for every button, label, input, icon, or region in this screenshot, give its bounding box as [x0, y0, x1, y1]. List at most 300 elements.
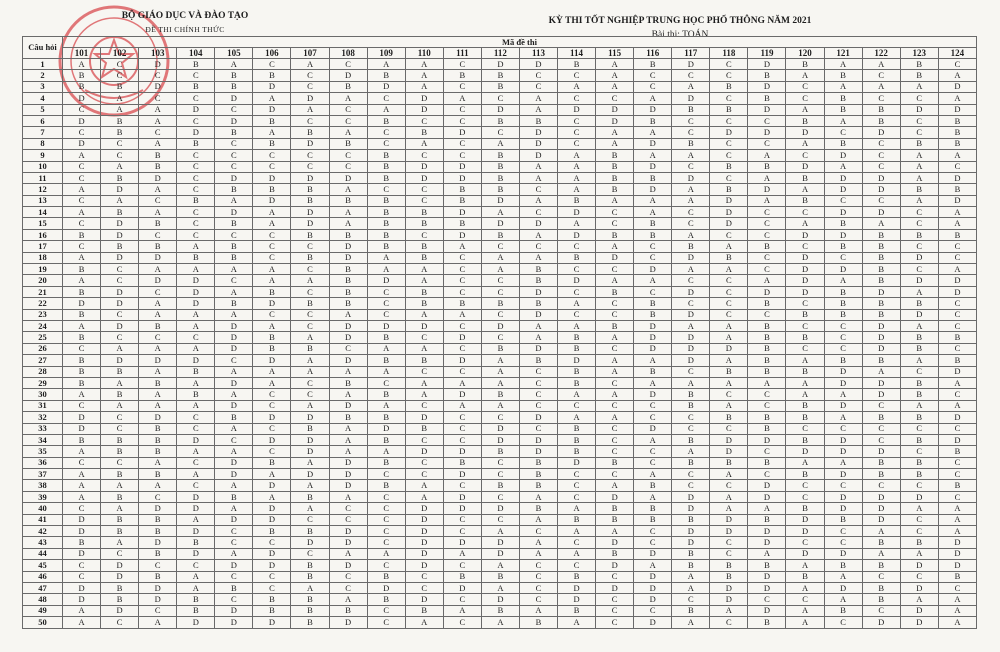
answer-cell: A	[519, 548, 557, 559]
answer-cell: C	[177, 457, 215, 468]
answer-cell: A	[215, 195, 253, 206]
answer-cell: A	[672, 150, 710, 161]
question-number: 6	[23, 115, 63, 126]
answer-cell: B	[938, 229, 976, 240]
answer-cell: B	[634, 218, 672, 229]
answer-cell: B	[710, 161, 748, 172]
answer-cell: A	[215, 423, 253, 434]
answer-cell: B	[862, 355, 900, 366]
answer-cell: D	[253, 355, 291, 366]
answer-cell: B	[558, 377, 596, 388]
answer-cell: B	[253, 184, 291, 195]
answer-cell: A	[177, 582, 215, 593]
table-row	[23, 355, 977, 366]
question-number: 43	[23, 537, 63, 548]
answer-cell: B	[481, 229, 519, 240]
answer-cell: A	[329, 434, 367, 445]
answer-cell: A	[101, 93, 139, 104]
answer-cell: C	[481, 241, 519, 252]
answer-cell: C	[139, 70, 177, 81]
answer-cell: A	[367, 264, 405, 275]
answer-cell: A	[405, 617, 443, 628]
answer-cell: B	[710, 184, 748, 195]
answer-cell: B	[481, 389, 519, 400]
answer-cell: D	[329, 172, 367, 183]
answer-cell: A	[710, 503, 748, 514]
table-row	[23, 377, 977, 388]
answer-cell: D	[862, 343, 900, 354]
answer-cell: A	[253, 264, 291, 275]
table-row	[23, 332, 977, 343]
answer-cell: B	[177, 81, 215, 92]
answer-cell: A	[481, 526, 519, 537]
answer-cell: D	[405, 548, 443, 559]
answer-cell: D	[786, 514, 824, 525]
answer-cell: B	[634, 172, 672, 183]
answer-cell: C	[710, 93, 748, 104]
table-row	[23, 617, 977, 628]
answer-cell: C	[405, 400, 443, 411]
answer-cell: C	[558, 93, 596, 104]
answer-cell: B	[786, 434, 824, 445]
answer-cell: B	[748, 241, 786, 252]
answer-cell: A	[101, 161, 139, 172]
answer-cell: C	[101, 309, 139, 320]
answer-cell: C	[405, 229, 443, 240]
answer-cell: D	[63, 423, 101, 434]
answer-cell: B	[900, 469, 938, 480]
answer-cell: B	[367, 195, 405, 206]
answer-cell: A	[405, 70, 443, 81]
answer-cell: D	[710, 127, 748, 138]
answer-cell: A	[139, 389, 177, 400]
answer-cell: D	[367, 582, 405, 593]
answer-cell: B	[748, 412, 786, 423]
answer-cell: A	[900, 161, 938, 172]
answer-cell: D	[786, 446, 824, 457]
answer-cell: B	[786, 115, 824, 126]
answer-cell: C	[634, 252, 672, 263]
answer-cell: A	[786, 605, 824, 616]
answer-cell: C	[596, 571, 634, 582]
answer-cell: B	[710, 81, 748, 92]
table-row	[23, 207, 977, 218]
answer-cell: C	[596, 207, 634, 218]
answer-cell: C	[900, 446, 938, 457]
answer-cell: B	[101, 526, 139, 537]
answer-cell: D	[672, 286, 710, 297]
answer-cell: B	[367, 241, 405, 252]
answer-cell: B	[748, 366, 786, 377]
answer-cell: B	[748, 298, 786, 309]
question-number: 45	[23, 560, 63, 571]
exam-code-120: 120	[786, 48, 824, 59]
answer-cell: C	[443, 150, 481, 161]
answer-cell: D	[139, 537, 177, 548]
question-number: 16	[23, 229, 63, 240]
answer-cell: D	[519, 446, 557, 457]
answer-cell: D	[291, 93, 329, 104]
answer-cell: D	[634, 343, 672, 354]
answer-cell: A	[139, 343, 177, 354]
answer-cell: C	[405, 184, 443, 195]
answer-cell: B	[291, 343, 329, 354]
answer-cell: D	[634, 389, 672, 400]
exam-code-106: 106	[253, 48, 291, 59]
answer-cell: B	[63, 81, 101, 92]
answer-cell: A	[519, 161, 557, 172]
answer-cell: D	[938, 548, 976, 559]
answer-cell: D	[824, 434, 862, 445]
answer-cell: C	[215, 537, 253, 548]
exam-code-110: 110	[405, 48, 443, 59]
answer-cell: B	[215, 412, 253, 423]
answer-cell: C	[596, 264, 634, 275]
answer-cell: D	[938, 412, 976, 423]
table-row	[23, 537, 977, 548]
exam-code-header: Mã đề thi	[63, 37, 977, 48]
answer-cell: A	[596, 389, 634, 400]
question-number: 26	[23, 343, 63, 354]
answer-cell: B	[443, 195, 481, 206]
answer-cell: A	[405, 343, 443, 354]
answer-cell: D	[291, 537, 329, 548]
answer-cell: B	[215, 127, 253, 138]
answer-cell: D	[672, 59, 710, 70]
answer-cell: B	[672, 400, 710, 411]
answer-cell: C	[177, 161, 215, 172]
answer-cell: C	[481, 514, 519, 525]
answer-cell: B	[291, 127, 329, 138]
answer-cell: C	[634, 241, 672, 252]
answer-cell: D	[748, 526, 786, 537]
answer-cell: A	[558, 81, 596, 92]
answer-cell: A	[177, 469, 215, 480]
answer-cell: D	[177, 548, 215, 559]
answer-cell: D	[824, 366, 862, 377]
answer-cell: A	[596, 480, 634, 491]
answer-cell: C	[786, 241, 824, 252]
answer-cell: B	[938, 355, 976, 366]
answer-cell: D	[672, 309, 710, 320]
answer-cell: D	[900, 617, 938, 628]
answer-cell: A	[177, 241, 215, 252]
answer-cell: B	[900, 434, 938, 445]
answer-cell: C	[558, 469, 596, 480]
answer-cell: C	[710, 423, 748, 434]
answer-cell: B	[367, 207, 405, 218]
answer-cell: B	[900, 70, 938, 81]
answer-cell: B	[786, 366, 824, 377]
answer-cell: A	[481, 582, 519, 593]
answer-cell: B	[367, 457, 405, 468]
answer-cell: B	[862, 252, 900, 263]
answer-cell: D	[634, 332, 672, 343]
answer-cell: C	[139, 491, 177, 502]
answer-cell: D	[786, 526, 824, 537]
answer-cell: C	[215, 104, 253, 115]
answer-cell: A	[900, 150, 938, 161]
answer-cell: C	[405, 469, 443, 480]
answer-cell: B	[139, 514, 177, 525]
answer-cell: A	[481, 138, 519, 149]
answer-cell: C	[291, 264, 329, 275]
answer-cell: C	[253, 537, 291, 548]
question-number: 49	[23, 605, 63, 616]
answer-cell: A	[63, 389, 101, 400]
answer-cell: D	[215, 343, 253, 354]
answer-cell: A	[519, 332, 557, 343]
answer-cell: D	[596, 252, 634, 263]
answer-cell: C	[862, 195, 900, 206]
answer-cell: A	[139, 617, 177, 628]
answer-cell: D	[177, 491, 215, 502]
answer-cell: D	[177, 127, 215, 138]
answer-cell: C	[634, 537, 672, 548]
answer-cell: B	[291, 184, 329, 195]
answer-cell: A	[824, 594, 862, 605]
exam-code-112: 112	[481, 48, 519, 59]
answer-cell: D	[862, 320, 900, 331]
answer-cell: C	[596, 343, 634, 354]
answer-cell: C	[139, 229, 177, 240]
answer-cell: B	[824, 355, 862, 366]
answer-cell: A	[253, 366, 291, 377]
answer-cell: A	[558, 150, 596, 161]
answer-cell: B	[786, 195, 824, 206]
answer-cell: C	[443, 526, 481, 537]
answer-cell: B	[900, 138, 938, 149]
answer-cell: D	[139, 81, 177, 92]
answer-cell: C	[329, 514, 367, 525]
answer-cell: A	[824, 161, 862, 172]
answer-cell: D	[862, 503, 900, 514]
answer-cell: C	[481, 332, 519, 343]
answer-cell: D	[215, 605, 253, 616]
answer-cell: B	[481, 150, 519, 161]
answer-cell: D	[786, 229, 824, 240]
answer-cell: A	[481, 252, 519, 263]
answer-cell: A	[672, 571, 710, 582]
answer-cell: D	[101, 218, 139, 229]
answer-cell: D	[139, 503, 177, 514]
answer-cell: D	[481, 59, 519, 70]
answer-cell: D	[862, 377, 900, 388]
answer-cell: B	[862, 560, 900, 571]
answer-cell: B	[862, 241, 900, 252]
answer-cell: C	[824, 480, 862, 491]
answer-cell: C	[710, 70, 748, 81]
answer-cell: C	[634, 81, 672, 92]
answer-cell: C	[367, 309, 405, 320]
answer-cell: B	[253, 115, 291, 126]
answer-cell: A	[215, 446, 253, 457]
answer-cell: D	[786, 127, 824, 138]
answer-cell: D	[405, 514, 443, 525]
answer-cell: D	[862, 286, 900, 297]
table-header-row	[23, 37, 977, 48]
answer-cell: B	[596, 320, 634, 331]
answer-cell: C	[405, 150, 443, 161]
answer-cell: C	[748, 446, 786, 457]
answer-cell: C	[862, 571, 900, 582]
answer-cell: A	[519, 195, 557, 206]
answer-cell: A	[177, 309, 215, 320]
answer-cell: C	[824, 332, 862, 343]
answer-cell: D	[63, 548, 101, 559]
answer-cell: A	[177, 320, 215, 331]
answer-cell: D	[177, 275, 215, 286]
answer-cell: C	[938, 469, 976, 480]
answer-cell: C	[443, 514, 481, 525]
answer-cell: D	[596, 582, 634, 593]
answer-cell: C	[215, 434, 253, 445]
answer-cell: A	[748, 150, 786, 161]
answer-cell: D	[329, 332, 367, 343]
answer-cell: B	[253, 457, 291, 468]
answer-cell: C	[938, 343, 976, 354]
question-number: 8	[23, 138, 63, 149]
answer-cell: B	[177, 59, 215, 70]
answer-cell: C	[291, 514, 329, 525]
answer-cell: D	[710, 218, 748, 229]
answer-cell: C	[900, 241, 938, 252]
answer-cell: A	[481, 617, 519, 628]
answer-cell: C	[672, 480, 710, 491]
answer-cell: B	[481, 480, 519, 491]
answer-cell: B	[291, 491, 329, 502]
answer-cell: A	[329, 594, 367, 605]
answer-cell: C	[634, 457, 672, 468]
answer-cell: A	[748, 195, 786, 206]
answer-cell: A	[63, 252, 101, 263]
answer-cell: B	[786, 503, 824, 514]
question-number: 33	[23, 423, 63, 434]
answer-cell: B	[824, 93, 862, 104]
answer-cell: A	[139, 207, 177, 218]
answer-cell: C	[900, 93, 938, 104]
answer-cell: A	[938, 207, 976, 218]
answer-cell: B	[101, 366, 139, 377]
answer-cell: B	[405, 241, 443, 252]
answer-cell: A	[596, 81, 634, 92]
table-row	[23, 446, 977, 457]
table-row	[23, 434, 977, 445]
answer-cell: B	[558, 514, 596, 525]
answer-cell: D	[938, 286, 976, 297]
answer-cell: A	[748, 275, 786, 286]
table-row	[23, 138, 977, 149]
answer-cell: A	[596, 70, 634, 81]
answer-cell: C	[900, 115, 938, 126]
answer-cell: B	[367, 218, 405, 229]
answer-cell: D	[177, 298, 215, 309]
answer-cell: C	[291, 115, 329, 126]
question-number: 17	[23, 241, 63, 252]
answer-cell: B	[786, 412, 824, 423]
table-row	[23, 389, 977, 400]
answer-cell: B	[900, 457, 938, 468]
question-number: 4	[23, 93, 63, 104]
question-number: 12	[23, 184, 63, 195]
answer-cell: A	[63, 617, 101, 628]
answer-cell: A	[139, 480, 177, 491]
answer-cell: A	[253, 207, 291, 218]
answer-cell: D	[786, 161, 824, 172]
answer-cell: C	[672, 115, 710, 126]
answer-cell: B	[329, 605, 367, 616]
answer-cell: C	[862, 434, 900, 445]
answer-cell: A	[710, 355, 748, 366]
exam-code-107: 107	[291, 48, 329, 59]
answer-cell: C	[710, 138, 748, 149]
answer-cell: C	[710, 115, 748, 126]
answer-cell: D	[253, 503, 291, 514]
answer-cell: C	[938, 59, 976, 70]
answer-cell: C	[596, 617, 634, 628]
answer-cell: A	[215, 59, 253, 70]
answer-cell: B	[824, 514, 862, 525]
answer-cell: A	[634, 355, 672, 366]
answer-cell: B	[519, 457, 557, 468]
answer-cell: A	[215, 548, 253, 559]
table-row	[23, 264, 977, 275]
answer-cell: A	[900, 400, 938, 411]
answer-cell: D	[101, 571, 139, 582]
answer-cell: D	[672, 526, 710, 537]
answer-cell: D	[634, 617, 672, 628]
answer-cell: C	[938, 582, 976, 593]
answer-cell: A	[329, 207, 367, 218]
answer-cell: A	[405, 59, 443, 70]
answer-cell: C	[215, 594, 253, 605]
answer-cell: C	[367, 127, 405, 138]
answer-cell: B	[519, 469, 557, 480]
answer-cell: A	[63, 59, 101, 70]
answer-cell: A	[824, 115, 862, 126]
answer-cell: A	[710, 605, 748, 616]
answer-cell: B	[177, 389, 215, 400]
answer-cell: C	[405, 115, 443, 126]
answer-cell: C	[748, 264, 786, 275]
answer-cell: A	[710, 264, 748, 275]
answer-cell: B	[938, 332, 976, 343]
answer-cell: D	[215, 332, 253, 343]
answer-cell: C	[596, 218, 634, 229]
answer-cell: D	[938, 104, 976, 115]
answer-cell: C	[672, 412, 710, 423]
answer-cell: C	[900, 514, 938, 525]
answer-cell: C	[938, 309, 976, 320]
answer-cell: B	[900, 389, 938, 400]
answer-cell: C	[481, 491, 519, 502]
answer-cell: A	[900, 548, 938, 559]
answer-cell: D	[253, 298, 291, 309]
answer-cell: C	[634, 70, 672, 81]
answer-cell: B	[329, 264, 367, 275]
answer-cell: B	[367, 332, 405, 343]
answer-cell: D	[291, 434, 329, 445]
answer-cell: D	[862, 617, 900, 628]
answer-cell: A	[215, 309, 253, 320]
answer-cell: A	[101, 503, 139, 514]
answer-cell: B	[139, 571, 177, 582]
answer-cell: D	[101, 560, 139, 571]
answer-cell: A	[443, 400, 481, 411]
answer-cell: A	[710, 491, 748, 502]
answer-cell: C	[634, 605, 672, 616]
answer-cell: C	[443, 320, 481, 331]
